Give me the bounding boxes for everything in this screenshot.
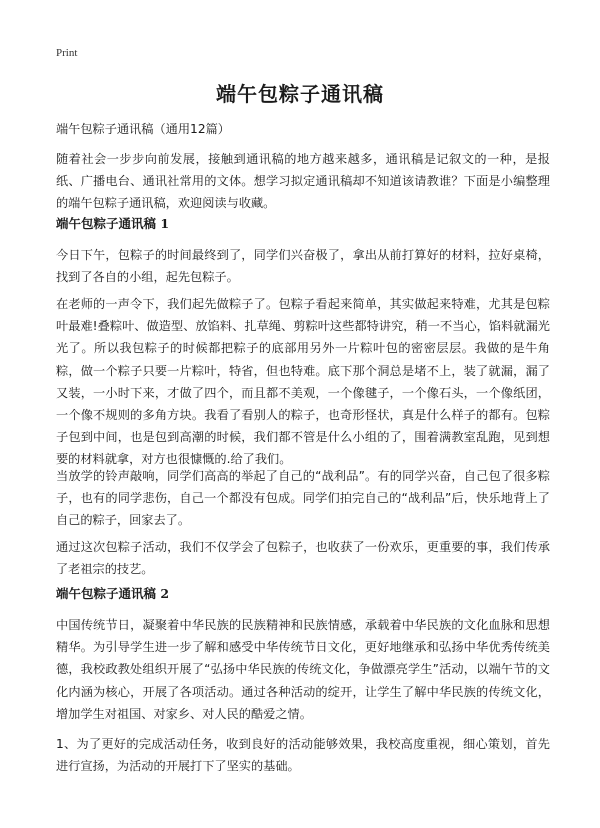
section-1-paragraph-2: 在老师的一声令下，我们起先做粽子了。包粽子看起来简单，其实做起来特难，尤其是包粽叶最难!叠粽叶、做造型、放馅料、扎草绳、剪粽叶这些都特讲究，稍一不当心，馅料就漏光光了。所以我包粽子的时候都把粽子的底部用另外一片粽叶包的密密层层。我做的是牛角粽，做一个粽子只要一片粽叶，特省，但也特难。底下那个洞总是堵不上，装了就漏，漏了又装，一小时下来，才做了四个，而且都不美观，一个像毽子，一个像石头，一个像纸团，一个像不规则的多角方块。我看了看别人的粽子，也奇形怪状，真是什么样子的都有。包粽子包到中间，也是包到高潮的时候，我们都不管是什么小组的了，围着满教室乱跑，见到想要的材料就拿，对方也很慷慨的.给了我们。 xyxy=(56,297,550,467)
section-heading-2: 端午包粽子通讯稿 2 xyxy=(56,586,170,601)
document-subtitle: 端午包粽子通讯稿（通用12篇） xyxy=(56,122,230,136)
section-1-paragraph-4: 通过这次包粽子活动，我们不仅学会了包粽子，也收获了一份欢乐，更重要的事，我们传承了老祖宗的技艺。 xyxy=(56,540,550,577)
page-title: 端午包粽子通讯稿 xyxy=(216,82,384,106)
section-2-paragraph-1: 中国传统节日，凝聚着中华民族的民族精神和民族情感，承载着中华民族的文化血脉和思想精华。为引导学生进一步了解和感受中华传统节日文化，更好地继承和弘扬中华优秀传统美德，我校政教处组织开展了“弘扬中华民族的传统文化，争做漂亮学生”活动，以端午节的文化内涵为核心，开展了各项活动。通过各种活动的绽开，让学生了解中华民族的传统文化，增加学生对祖国、对家乡、对人民的酷爱之情。 xyxy=(56,618,550,721)
intro-paragraph: 随着社会一步步向前发展，接触到通讯稿的地方越来越多，通讯稿是记叙文的一种，是报纸、广播电台、通讯社常用的文体。想学习拟定通讯稿却不知道该请教谁？下面是小编整理的端午包粽子通讯稿，欢迎阅读与收藏。 xyxy=(56,152,550,211)
section-1-paragraph-1: 今日下午，包粽子的时间最终到了，同学们兴奋极了，拿出从前打算好的材料，拉好桌椅，找到了各自的小组，起先包粽子。 xyxy=(56,248,550,285)
print-link[interactable]: Print xyxy=(56,47,78,59)
section-1-paragraph-3: 当放学的铃声敲响，同学们高高的举起了自己的“战利品”。有的同学兴奋，自己包了很多粽子，也有的同学悲伤，自己一个都没有包成。同学们拍完自己的“战利品”后，快乐地背上了自己的粽子，回家去了。 xyxy=(56,469,550,528)
section-2-paragraph-2: 1、为了更好的完成活动任务，收到良好的活动能够效果，我校高度重视，细心策划，首先进行宣扬，为活动的开展打下了坚实的基础。 xyxy=(56,737,550,774)
section-heading-1: 端午包粽子通讯稿 1 xyxy=(56,216,170,231)
